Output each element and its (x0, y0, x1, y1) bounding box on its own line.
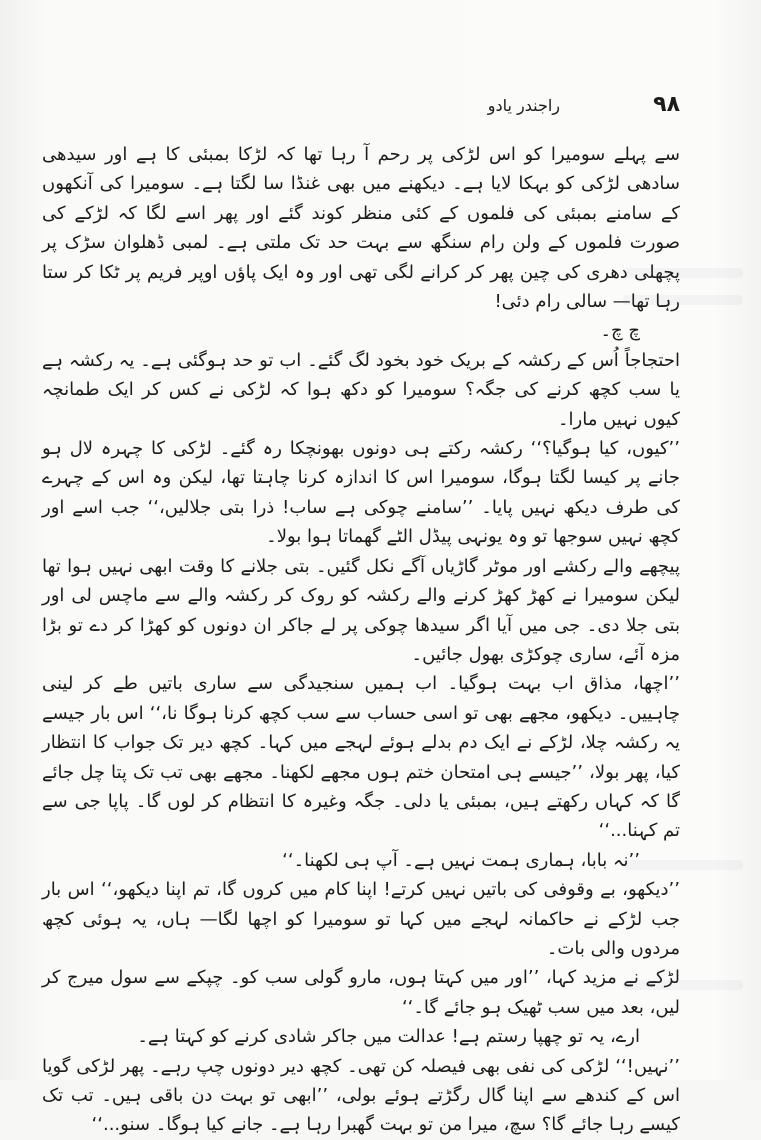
bleed-through-mark (623, 980, 743, 990)
paragraph: لڑکے نے مزید کہا، ’’اور میں کہتا ہوں، مارو گولی سب کو۔ چپکے سے سول میرج کر لیں، بعد میں سب ٹھیک ہو جائے گا۔‘‘ (42, 967, 680, 1018)
bleed-through-mark (623, 268, 743, 278)
paragraph: سے پہلے سومیرا کو اس لڑکی پر رحم آ رہا تھا کہ لڑکا بمبئی کا ہے اور سیدھی سادھی لڑکی کو بہکا لایا ہے۔ دیکھنے میں بھی غنڈا سا لگتا ہے۔ سومیرا کی آنکھوں کے سامنے بمبئی کی فلموں کے کئی منظر کوند گئے اور پھر اسے لگا کہ لڑکے کی صورت فلموں کے ولن رام سنگھ سے بہت حد تک ملتی ہے۔ لمبی ڈھلوان سڑک پر پچھلی دھری کی چین پھر کر کرانے لگی تھی اور وہ ایک پاؤں اوپر فریم پر ٹکا کر ستا رہا تھا— سالی رام دئی! (42, 144, 680, 313)
bleed-through-mark (623, 860, 743, 870)
paragraph: ’’نہ بابا، ہماری ہمت نہیں ہے۔ آپ ہی لکھنا۔‘‘ (282, 849, 640, 871)
running-title: راجندر یادو (487, 96, 560, 115)
paragraph: ارے، یہ تو چھپا رستم ہے! عدالت میں جاکر شادی کرنے کو کہتا ہے۔ (137, 1026, 640, 1048)
paragraph: احتجاجاً اُس کے رکشہ کے بریک خود بخود لگ گئے۔ اب تو حد ہوگئی ہے۔ یہ رکشہ ہے یا سب کچھ کرنے کی جگہ؟ سومیرا کو دکھ ہوا کہ لڑکی نے کس کر ایک طمانچہ کیوں نہیں مارا۔ (42, 349, 680, 430)
bleed-through-mark (623, 295, 743, 305)
body-text (42, 140, 680, 1140)
paragraph: ’’اچھا، مذاق اب بہت ہوگیا۔ اب ہمیں سنجیدگی سے ساری باتیں طے کر لینی چاہییں۔ دیکھو، مجھے بھی تو اسی حساب سے سب کچھ کرنا ہوگا نا،‘‘ اس بار جیسے یہ رکشہ چلا، لڑکے نے ایک دم بدلے ہوئے لہجے میں کہا۔ کچھ دیر تک جواب کا انتظار کیا، پھر بولا، ’’جیسے ہی امتحان ختم ہوں مجھے لکھنا۔ مجھے بھی تب تک پتا چل جائے گا کہ کہاں رکھتے ہیں، بمبئی یا دلی۔ جگہ وغیرہ کا انتظام کر لوں گا۔ پاپا جی سے تم کہنا...‘‘ (42, 673, 680, 842)
paragraph: ’’کیوں، کیا ہوگیا؟‘‘ رکشہ رکتے ہی دونوں بھونچکا رہ گئے۔ لڑکی کا چہرہ لال ہو جانے پر کیسا لگتا ہوگا، سومیرا اس کا اندازہ کرنا چاہتا تھا، لیکن وہ اس کے چہرے کی طرف دیکھ نہیں پایا۔ ’’سامنے چوکی ہے ساب! ذرا بتی جلالیں،‘‘ جب اسے اور کچھ نہیں سوجھا تو وہ یونہی پیڈل الٹے گھماتا ہوا بولا۔ (42, 438, 680, 548)
paragraph: ’’دیکھو، بے وقوفی کی باتیں نہیں کرتے! اپنا کام میں کروں گا، تم اپنا دیکھو،‘‘ اس بار جب لڑکے نے حاکمانہ لہجے میں کہا تو سومیرا کو اچھا لگا— ہاں، یہ ہوئی کچھ مردوں والی بات۔ (42, 879, 680, 959)
page-number: ۹۸ (653, 92, 680, 117)
paragraph: ’’نہیں!‘‘ لڑکی کی نفی بھی فیصلہ کن تھی۔ کچھ دیر دونوں چپ رہے۔ پھر لڑکی گویا اس کے کندھے سے اپنا گال رگڑتے ہوئے بولی، ’’ابھی تو بہت دن باقی ہیں۔ تب تک کیسے رہا جائے گا؟ سچ، میرا من تو بہت گھبرا رہا ہے۔ جانے کیا ہوگا۔ سنو...‘‘ (42, 1055, 680, 1136)
paragraph: چ چ۔ (600, 320, 640, 342)
page-header (40, 92, 680, 122)
paragraph: پیچھے والے رکشے اور موٹر گاڑیاں آگے نکل گئیں۔ بتی جلانے کا وقت ابھی نہیں ہوا تھا لیکن سومیرا نے کھڑ کھڑ کرنے والے رکشہ کو روک کر رکشہ والے سے ماچس لی اور بتی جلا دی۔ جی میں آیا اگر سیدھا چوکی پر لے جاکر ان دونوں کو کھڑا کر دے تو بڑا مزہ آئے، ساری چوکڑی بھول جائیں۔ (42, 555, 680, 665)
